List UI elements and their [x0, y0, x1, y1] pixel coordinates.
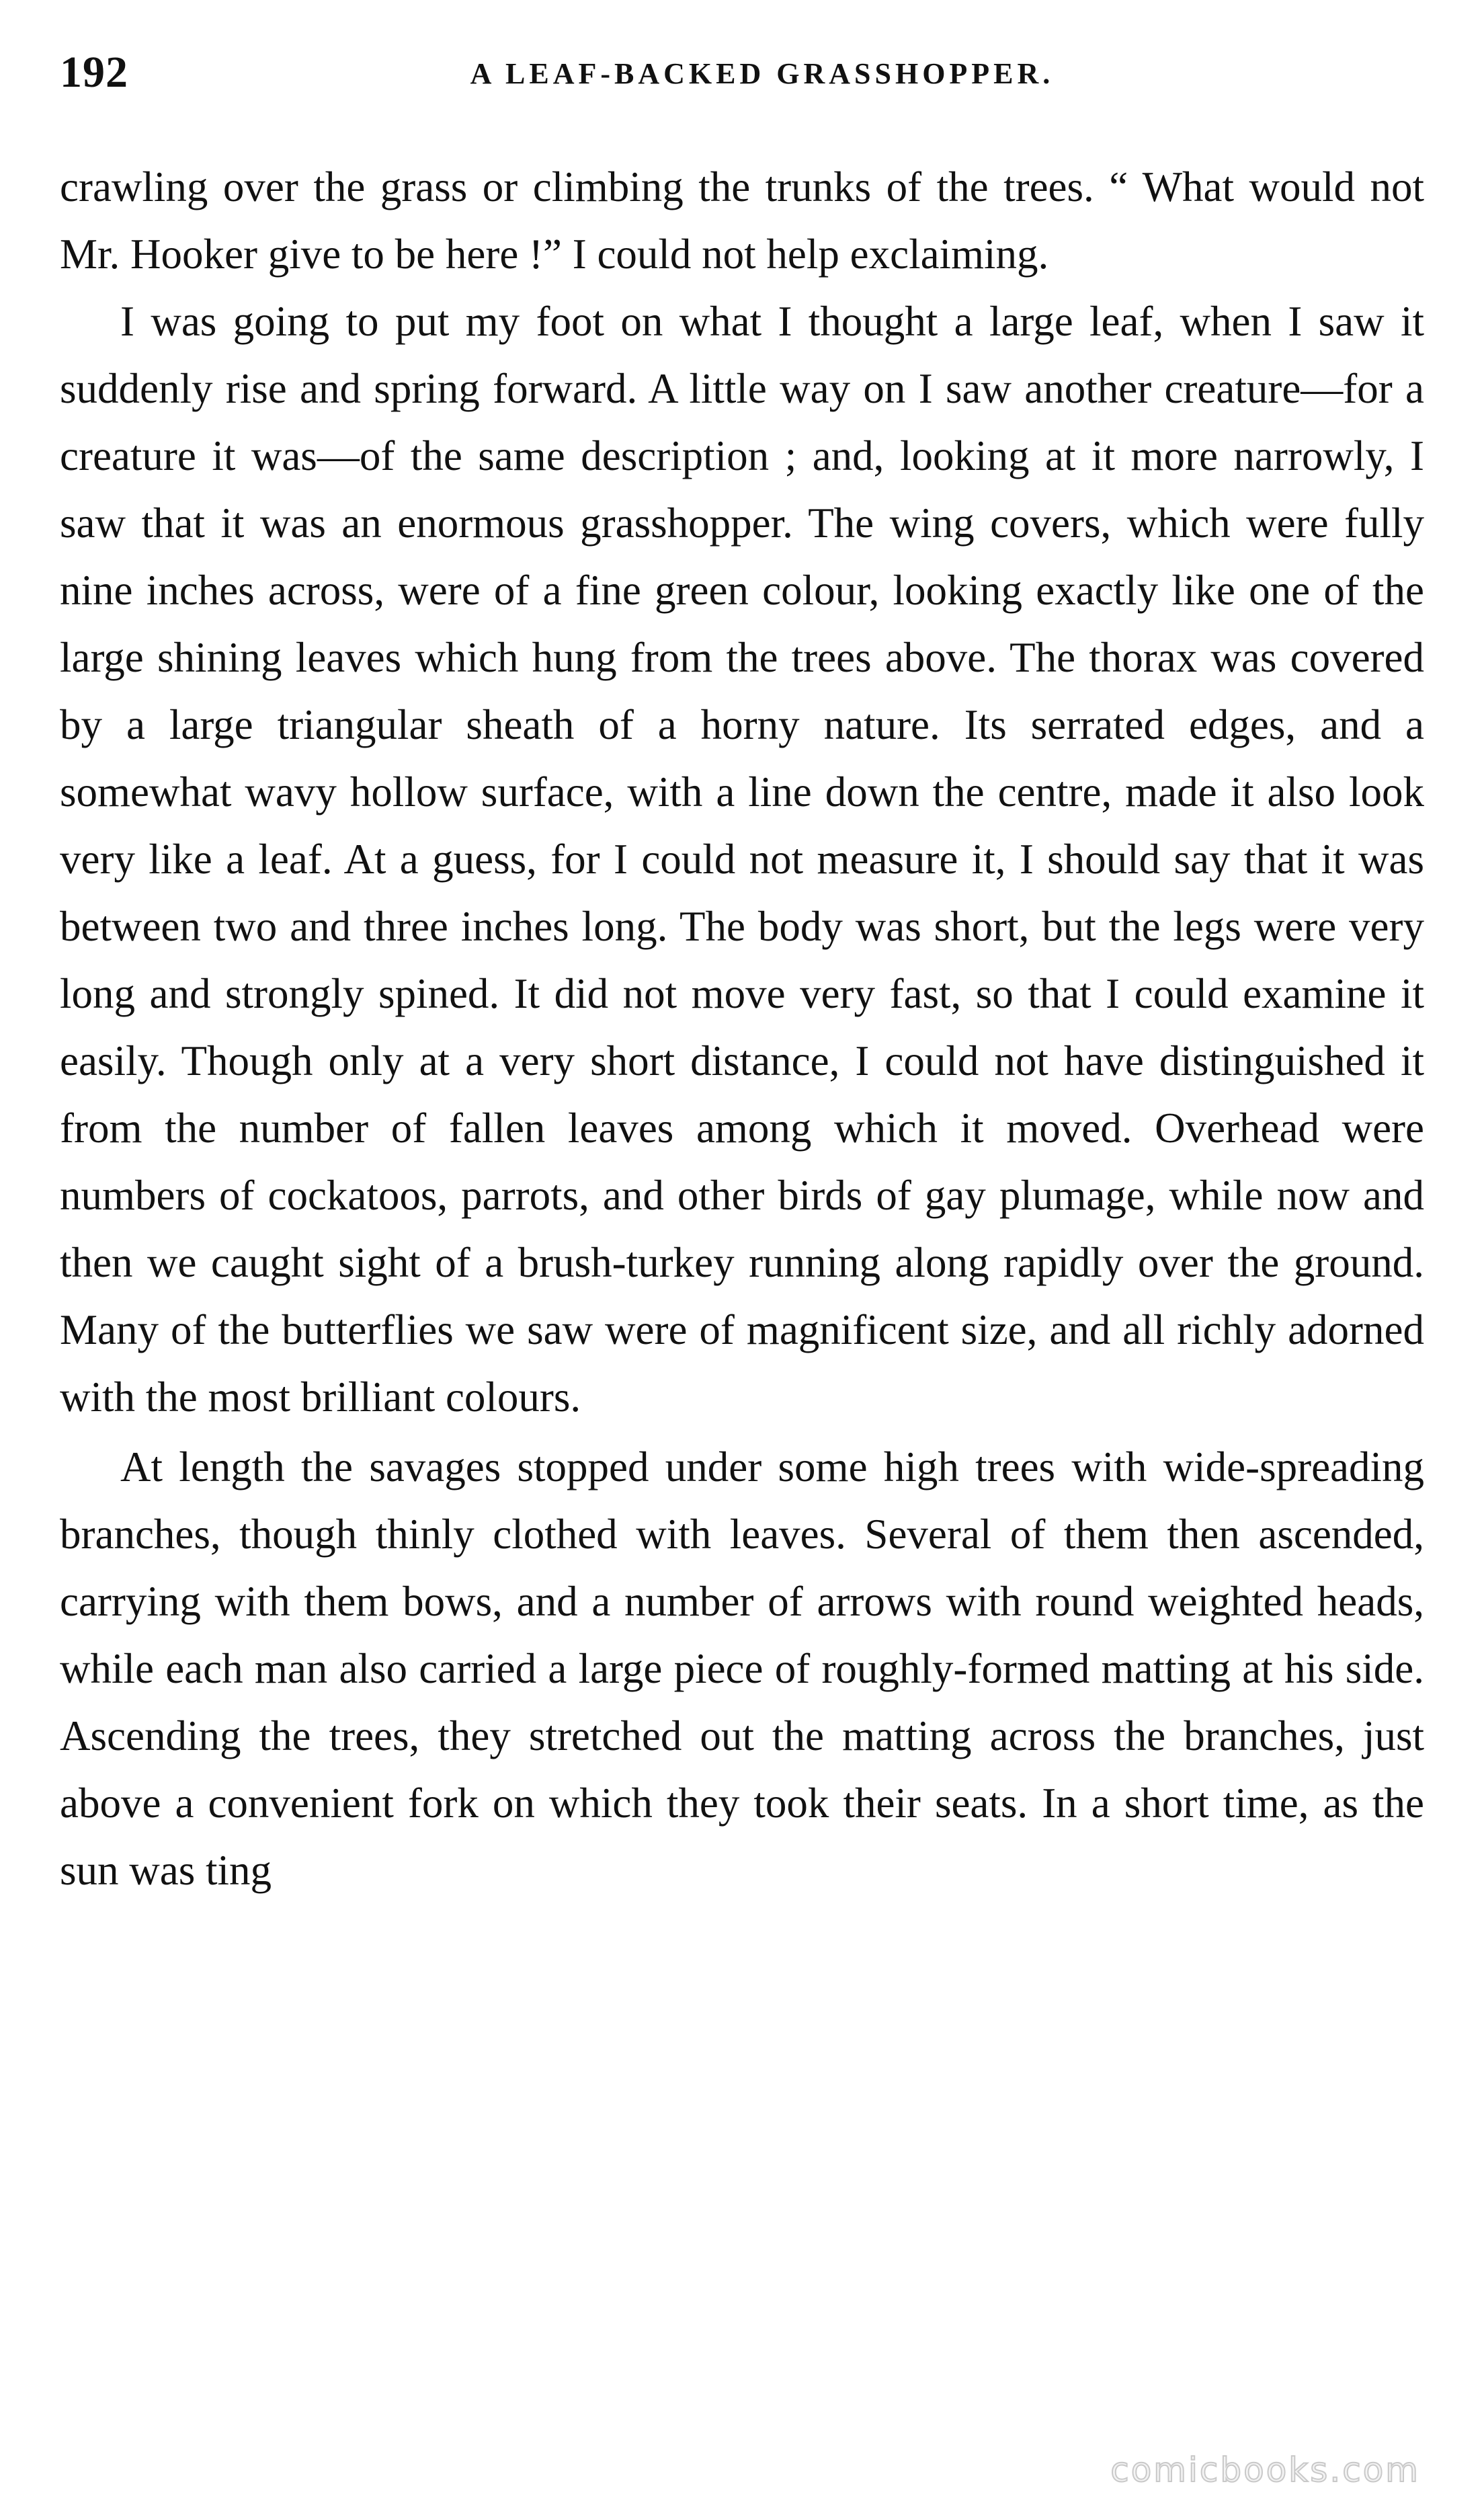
paragraph-continuation: crawling over the grass or climbing the trunks of the trees. “ What would not Mr. Hooker give to be here !” I could not help exclaiming. [60, 163, 1424, 278]
paragraph-grasshopper: I was going to put my foot on what I thought a large leaf, when I saw it suddenly rise and spring forward. A little way on I saw another creature—for a creature it was—of the same description ; and, looking at it more narrowly, I saw that it was an enormous grasshopper. The wing covers, which were fully nine inches across, were of a fine green colour, looking exactly like one of the large shining leaves which hung from the trees above. The thorax was covered by a large triangular sheath of a horny nature. Its serrated edges, and a somewhat wavy hollow surface, with a line down the centre, made it also look very like a leaf. At a guess, for I could not measure it, I should say that it was between two and three inches long. The body was short, but the legs were very long and strongly spined. It did not move very fast, so that I could examine it easily. Though only at a very short distance, I could not have distinguished it from the number of fallen leaves among which it moved. Overhead were numbers of cockatoos, parrots, and other birds of gay plumage, while now and then we caught sight of a brush-turkey running along rapidly over the ground. Many of the butterflies we saw were of magnificent size, and all richly adorned with the most brilliant colours. [60, 298, 1424, 1421]
paragraph-savages: At length the savages stopped under some high trees with wide-spreading branches, though thinly clothed with leaves. Several of them then ascended, carrying with them bows, and a number of arrows with round weighted heads, while each man also carried a large piece of roughly-formed matting at his side. Ascending the trees, they stretched out the matting across the branches, just above a convenient fork on which they took their seats. In a short time, as the sun was ting [60, 1443, 1424, 1894]
page-header [60, 47, 1424, 114]
running-head: A LEAF-BACKED GRASSHOPPER. [470, 57, 1055, 90]
page-number: 192 [60, 48, 128, 97]
body-text [60, 153, 1424, 1904]
watermark-logo: comicbooks.com [1110, 2451, 1420, 2490]
